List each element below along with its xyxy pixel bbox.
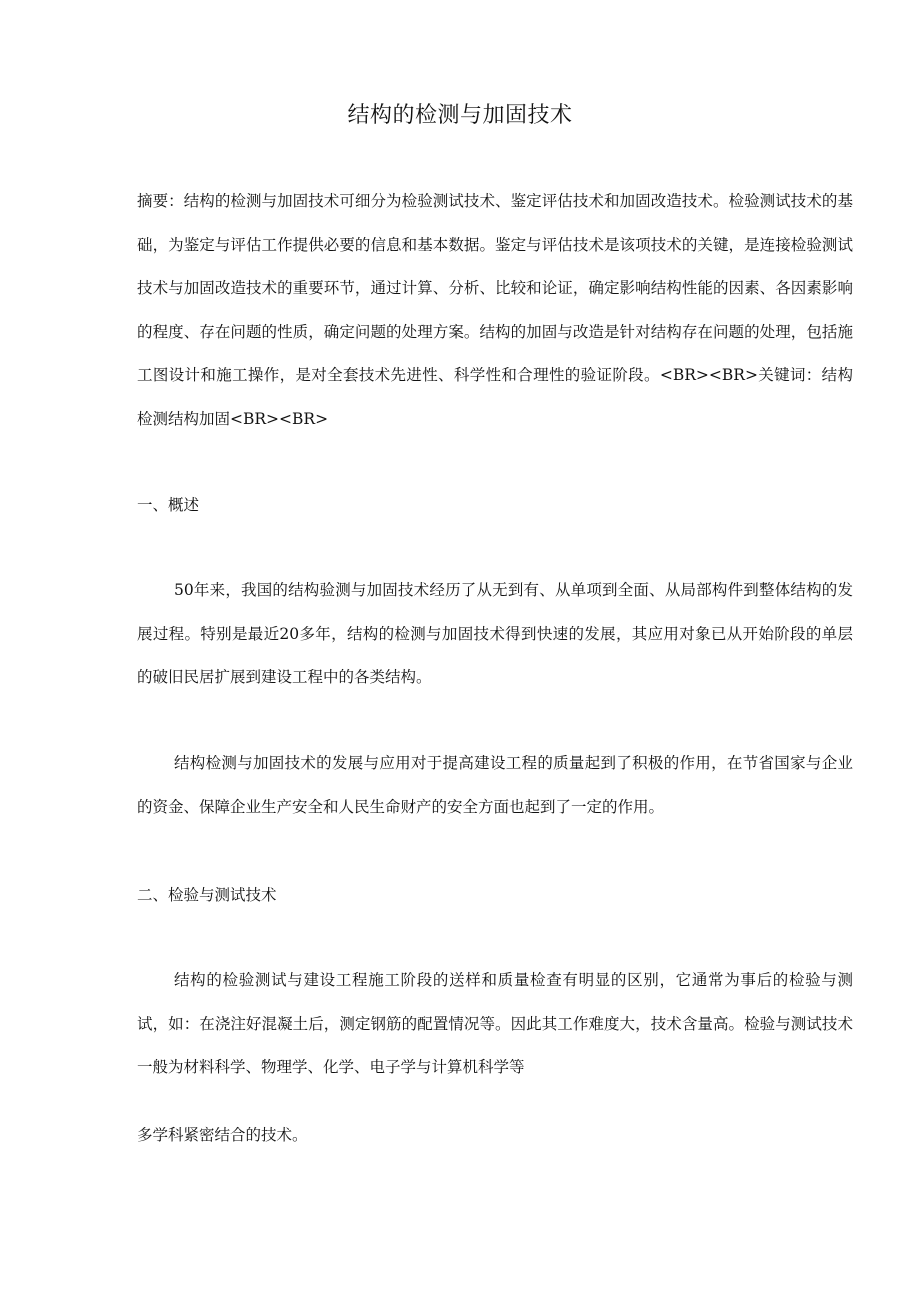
section-heading-testing: 二、检验与测试技术 — [137, 886, 277, 904]
testing-paragraph-2: 多学科紧密结合的技术。 — [137, 1126, 308, 1144]
testing-paragraph-1: 结构的检验测试与建设工程施工阶段的送样和质量检查有明显的区别，它通常为事后的检验与测试，如：在浇注好混凝土后，测定钢筋的配置情况等。因此其工作难度大，技术含量高。检验与测试技术一般为材料科学、物理学、化学、电子学与计算机科学等 — [137, 971, 853, 1076]
abstract-paragraph: 摘要：结构的检测与加固技术可细分为检验测试技术、鉴定评估技术和加固改造技术。检验测试技术的基础，为鉴定与评估工作提供必要的信息和基本数据。鉴定与评估技术是该项技术的关键，是连接检验测试技术与加固改造技术的重要环节，通过计算、分析、比较和论证，确定影响结构性能的因素、各因素影响的程度、存在问题的性质，确定问题的处理方案。结构的加固与改造是针对结构存在问题的处理，包括施工图设计和施工操作，是对全套技术先进性、科学性和合理性的验证阶段。<BR><BR>关键词：结构检测结构加固<BR><BR> — [137, 192, 853, 428]
overview-paragraph-2: 结构检测与加固技术的发展与应用对于提高建设工程的质量起到了积极的作用，在节省国家与企业的资金、保障企业生产安全和人民生命财产的安全方面也起到了一定的作用。 — [137, 754, 853, 816]
document-title: 结构的检测与加固技术 — [347, 103, 573, 128]
section-heading-overview: 一、概述 — [137, 496, 200, 514]
overview-paragraph-1: 50年来，我国的结构验测与加固技术经历了从无到有、从单项到全面、从局部构件到整体结构的发展过程。特别是最近20多年，结构的检测与加固技术得到快速的发展，其应用对象已从开始阶段的单层的破旧民居扩展到建设工程中的各类结构。 — [137, 581, 853, 686]
